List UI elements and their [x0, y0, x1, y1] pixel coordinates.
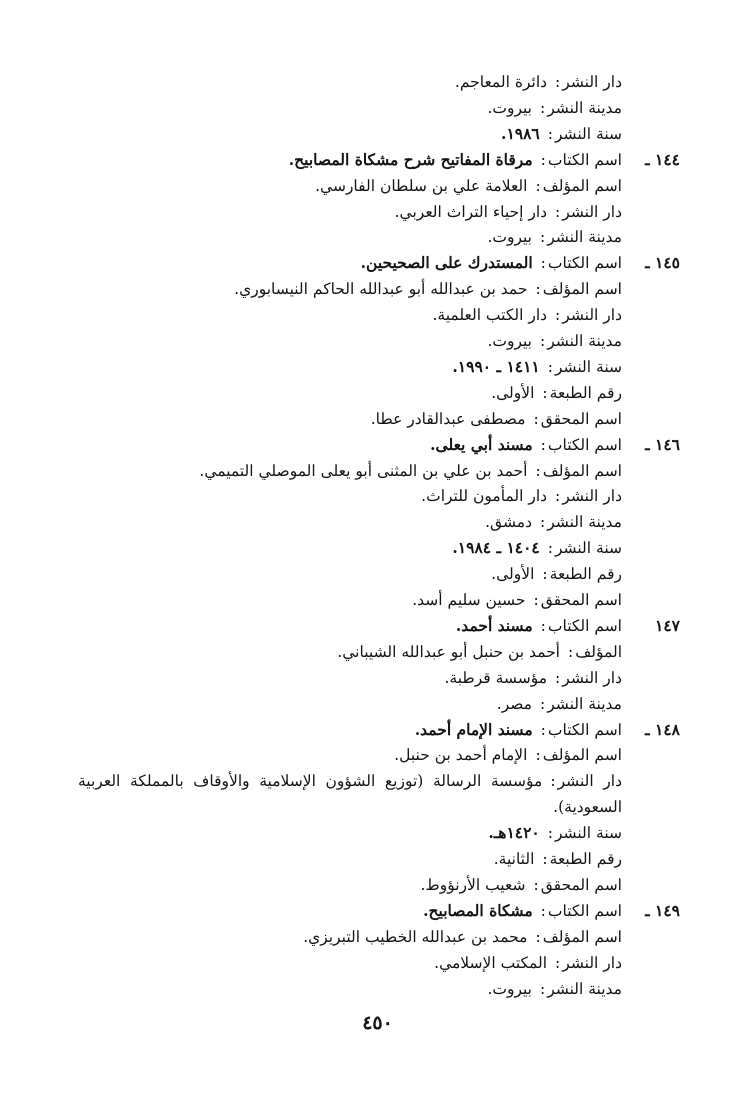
- field-value: المكتب الإسلامي.: [434, 954, 548, 972]
- field-separator: :: [540, 254, 546, 272]
- field-separator: :: [540, 721, 546, 739]
- field-separator: :: [555, 669, 561, 687]
- field-value: ١٤١١ ـ ١٩٩٠.: [452, 357, 540, 376]
- field-label: دار النشر: [562, 954, 622, 972]
- field-value: بيروت.: [487, 228, 532, 246]
- entry-line: [395, 200, 622, 224]
- field-separator: :: [535, 928, 541, 946]
- field-value: مؤسسة قرطبة.: [444, 669, 548, 687]
- field-value: مؤسسة الرسالة (توزيع الشؤون الإسلامية والأوقاف بالمملكة العربية: [78, 772, 543, 790]
- field-separator: :: [535, 746, 541, 764]
- field-value: الأولى.: [491, 565, 535, 583]
- entry-line: [501, 122, 622, 146]
- entry-line: [78, 769, 622, 793]
- field-value: دائرة المعاجم.: [454, 73, 548, 91]
- field-label: دار النشر: [562, 306, 622, 324]
- entry-line: [289, 148, 622, 172]
- entry-line: [494, 847, 622, 871]
- field-separator: :: [540, 151, 546, 169]
- field-separator: :: [547, 358, 553, 376]
- entry-line: [371, 407, 622, 431]
- field-label: دار النشر: [562, 669, 622, 687]
- field-separator: :: [540, 980, 546, 998]
- entry-line: [434, 951, 622, 975]
- entry-line: [497, 692, 622, 716]
- field-value: الثانية.: [493, 850, 535, 868]
- field-value: دمشق.: [485, 513, 532, 531]
- field-value: حسين سليم أسد.: [412, 591, 526, 609]
- field-value: أحمد بن علي بن المثنى أبو يعلى الموصلي التميمي.: [199, 462, 528, 480]
- field-value: ١٩٨٦.: [501, 124, 540, 143]
- field-label: اسم المؤلف: [542, 177, 622, 195]
- entry-number: ١٤٥ ـ: [645, 253, 680, 272]
- field-separator: :: [540, 902, 546, 920]
- field-label: رقم الطبعة: [549, 850, 622, 868]
- field-label: دار النشر: [562, 73, 622, 91]
- entry-line: [423, 899, 622, 923]
- entry-number: ١٤٧: [655, 616, 680, 635]
- field-separator: :: [533, 591, 539, 609]
- entry-line: [315, 174, 622, 198]
- field-label: مدينة النشر: [547, 513, 622, 531]
- entry-line: [415, 718, 622, 742]
- field-separator: :: [542, 565, 548, 583]
- entry-line: [430, 433, 622, 457]
- entry-line: [452, 355, 622, 379]
- field-label: سنة النشر: [555, 824, 622, 842]
- field-label: اسم المؤلف: [542, 462, 622, 480]
- field-separator: :: [540, 332, 546, 350]
- entry-line: [361, 251, 622, 275]
- entry-line: [337, 640, 622, 664]
- field-label: اسم المؤلف: [542, 746, 622, 764]
- field-label: اسم الكتاب: [547, 151, 622, 169]
- field-separator: :: [540, 228, 546, 246]
- field-value: دار إحياء التراث العربي.: [394, 203, 548, 221]
- field-value: الأولى.: [491, 384, 535, 402]
- field-value: مشكاة المصابيح.: [423, 901, 533, 920]
- entry-line: [485, 510, 622, 534]
- field-label: مدينة النشر: [547, 695, 622, 713]
- field-label: مدينة النشر: [547, 332, 622, 350]
- field-separator: :: [535, 462, 541, 480]
- entry-line: [452, 536, 622, 560]
- page-number: ٤٥٠: [362, 1012, 393, 1034]
- field-label: مدينة النشر: [547, 228, 622, 246]
- field-label: مدينة النشر: [547, 99, 622, 117]
- field-label: المؤلف: [575, 643, 622, 661]
- entry-number: ١٤٤ ـ: [645, 150, 680, 169]
- entry-line: [199, 459, 622, 483]
- field-separator: :: [555, 487, 561, 505]
- entry-line: [456, 614, 622, 638]
- entry-line: [412, 588, 622, 612]
- field-value: السعودية).: [553, 798, 622, 816]
- field-separator: :: [533, 410, 539, 428]
- field-separator: :: [555, 73, 561, 91]
- field-label: اسم المحقق: [540, 876, 622, 894]
- field-value: بيروت.: [487, 99, 532, 117]
- field-label: اسم الكتاب: [547, 902, 622, 920]
- entry-line: [420, 873, 622, 897]
- entry-line: [488, 821, 622, 845]
- field-value: حمد بن عبدالله أبو عبدالله الحاكم النيسابوري.: [234, 280, 528, 298]
- entry-line: [444, 666, 622, 690]
- field-label: اسم المحقق: [540, 410, 622, 428]
- entry-line: [234, 277, 622, 301]
- field-label: سنة النشر: [555, 358, 622, 376]
- field-separator: :: [555, 306, 561, 324]
- field-label: اسم الكتاب: [547, 254, 622, 272]
- entry-line: [432, 303, 622, 327]
- field-label: سنة النشر: [555, 125, 622, 143]
- field-separator: :: [540, 695, 546, 713]
- field-label: اسم الكتاب: [547, 721, 622, 739]
- entry-line: [487, 96, 622, 120]
- entry-number: ١٤٨ ـ: [645, 720, 680, 739]
- entry-line: [487, 329, 622, 353]
- field-separator: :: [542, 850, 548, 868]
- field-label: دار النشر: [557, 772, 622, 790]
- field-separator: :: [555, 954, 561, 972]
- field-label: مدينة النشر: [547, 980, 622, 998]
- field-separator: :: [542, 384, 548, 402]
- field-value: المستدرك على الصحيحين.: [360, 253, 533, 272]
- field-label: دار النشر: [562, 203, 622, 221]
- field-label: سنة النشر: [555, 539, 622, 557]
- field-label: اسم المؤلف: [542, 928, 622, 946]
- entry-line: [487, 225, 622, 249]
- entry-line: [394, 743, 622, 767]
- field-separator: :: [547, 539, 553, 557]
- field-separator: :: [540, 513, 546, 531]
- field-value: أحمد بن حنبل أبو عبدالله الشيباني.: [337, 643, 560, 661]
- entry-number: ١٤٦ ـ: [645, 435, 680, 454]
- field-separator: :: [547, 824, 553, 842]
- field-value: دار الكتب العلمية.: [432, 306, 548, 324]
- field-value: مصطفى عبدالقادر عطا.: [370, 410, 526, 428]
- field-label: اسم الكتاب: [547, 617, 622, 635]
- field-label: دار النشر: [562, 487, 622, 505]
- field-value: الإمام أحمد بن حنبل.: [394, 746, 528, 764]
- field-value: محمد بن عبدالله الخطيب التبريزي.: [303, 928, 528, 946]
- entry-line: [421, 484, 622, 508]
- field-label: رقم الطبعة: [549, 565, 622, 583]
- field-value: مصر.: [496, 695, 532, 713]
- field-value: دار المأمون للتراث.: [421, 487, 548, 505]
- field-separator: :: [568, 643, 574, 661]
- field-separator: :: [535, 280, 541, 298]
- field-value: العلامة علي بن سلطان الفارسي.: [315, 177, 528, 195]
- field-separator: :: [540, 99, 546, 117]
- field-separator: :: [555, 203, 561, 221]
- field-separator: :: [533, 876, 539, 894]
- field-separator: :: [547, 125, 553, 143]
- field-value: بيروت.: [487, 980, 532, 998]
- field-value: شعيب الأرنؤوط.: [420, 876, 526, 894]
- field-value: ١٤٢٠هـ.: [488, 823, 540, 842]
- field-value: بيروت.: [487, 332, 532, 350]
- field-label: اسم المحقق: [540, 591, 622, 609]
- field-separator: :: [540, 436, 546, 454]
- field-separator: :: [540, 617, 546, 635]
- field-label: اسم الكتاب: [547, 436, 622, 454]
- field-separator: :: [535, 177, 541, 195]
- field-separator: :: [550, 772, 556, 790]
- field-label: رقم الطبعة: [549, 384, 622, 402]
- entry-line: [303, 925, 622, 949]
- entry-line: [491, 381, 622, 405]
- field-value: ١٤٠٤ ـ ١٩٨٤.: [452, 538, 540, 557]
- field-value: مسند الإمام أحمد.: [414, 720, 533, 739]
- field-value: مسند أبي يعلى.: [430, 435, 533, 454]
- entry-line: [487, 977, 622, 1001]
- entry-number: ١٤٩ ـ: [645, 901, 680, 920]
- field-value: مسند أحمد.: [455, 616, 533, 635]
- entry-line: [455, 70, 622, 94]
- field-value: مرقاة المفاتيح شرح مشكاة المصابيح.: [288, 150, 533, 169]
- entry-line: [491, 562, 622, 586]
- entry-line: [553, 795, 622, 819]
- field-label: اسم المؤلف: [542, 280, 622, 298]
